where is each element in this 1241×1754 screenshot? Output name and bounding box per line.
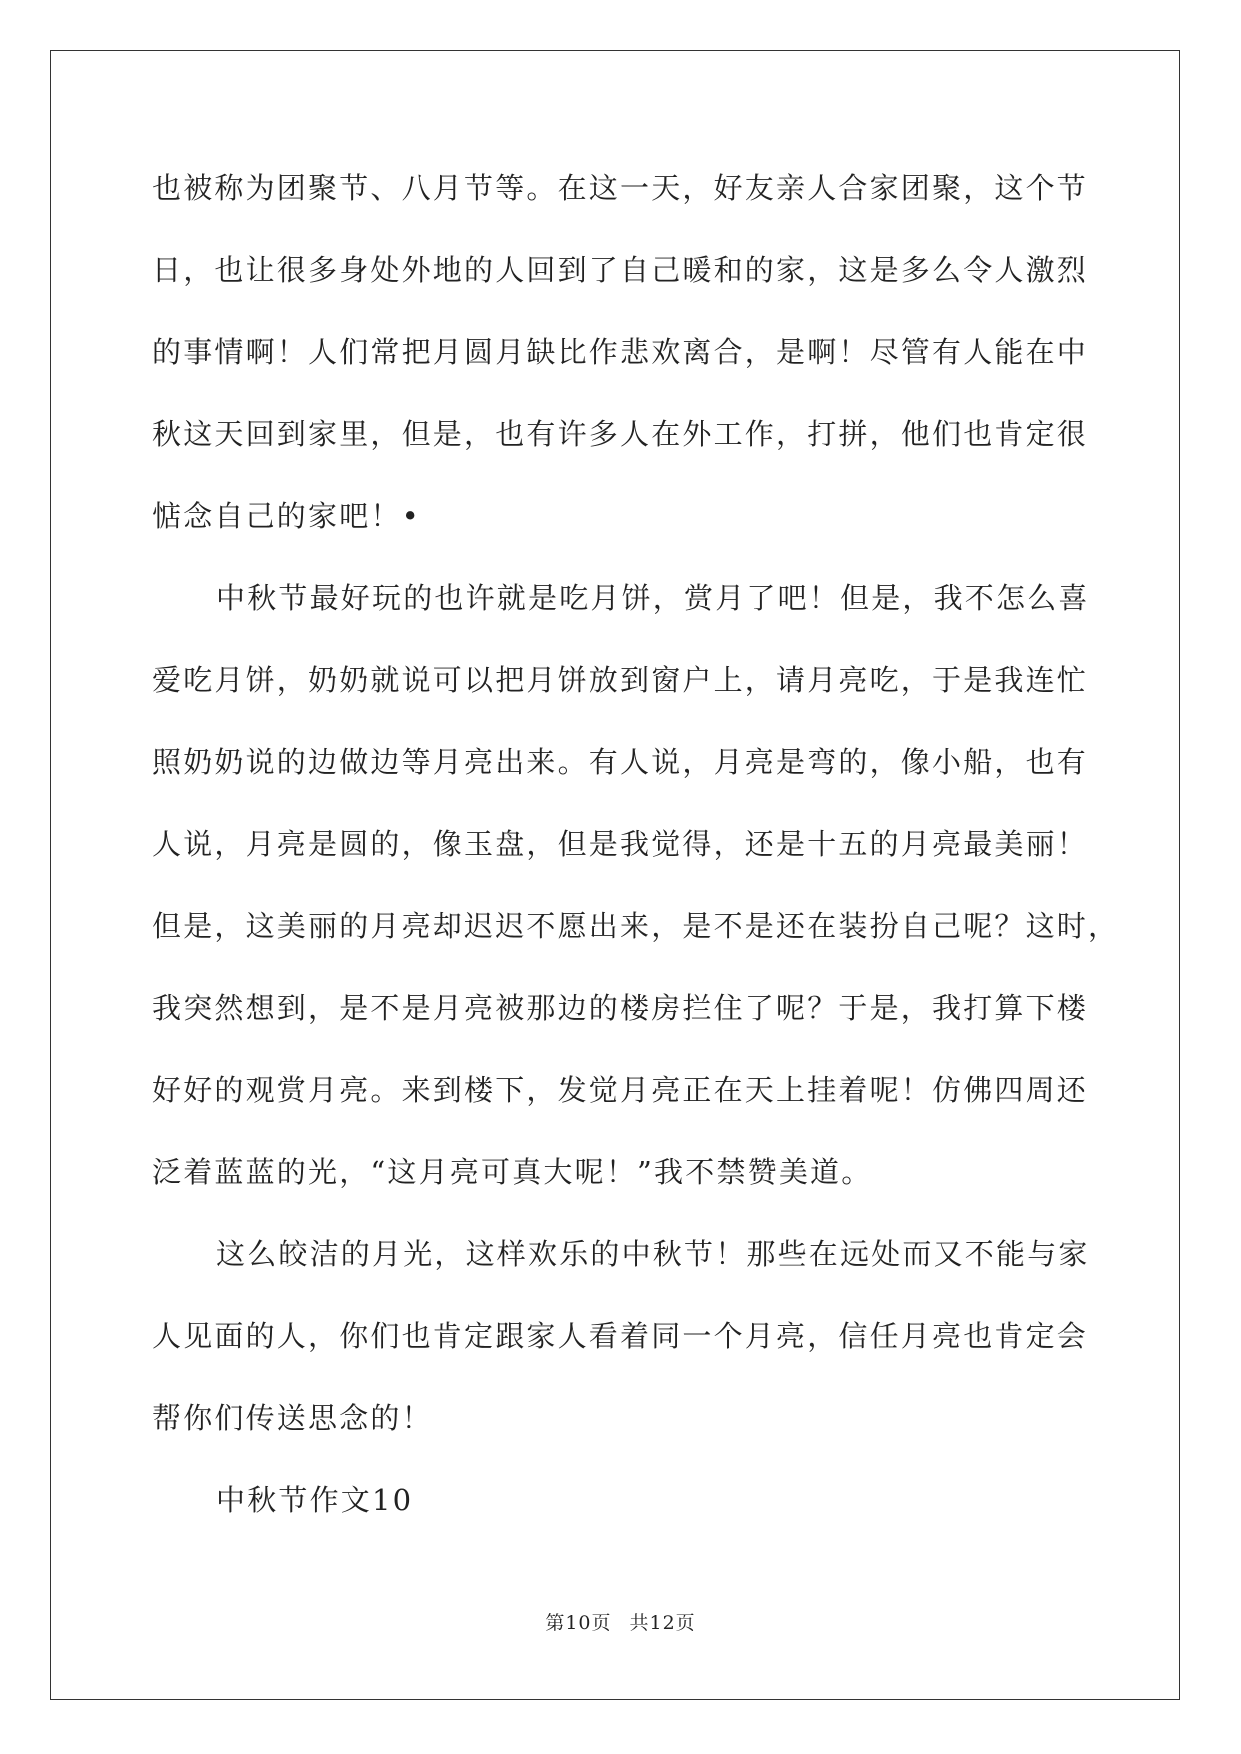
paragraph-line: 帮你们传送思念的！	[152, 1401, 433, 1435]
paragraph-line: 也被称为团聚节、八月节等。在这一天，好友亲人合家团聚，这个节	[152, 171, 1089, 205]
page-number-total: 共12页	[629, 1612, 696, 1634]
paragraph-line: 秋这天回到家里，但是，也有许多人在外工作，打拼，他们也肯定很	[152, 417, 1089, 451]
page-footer	[0, 1608, 1241, 1635]
paragraph-line: 中秋节最好玩的也许就是吃月饼，赏月了吧！但是，我不怎么喜	[216, 581, 1090, 615]
paragraph-line: 但是，这美丽的月亮却迟迟不愿出来，是不是还在装扮自己呢？这时，	[152, 909, 1120, 943]
paragraph-line: 爱吃月饼，奶奶就说可以把月饼放到窗户上，请月亮吃，于是我连忙	[152, 663, 1089, 697]
section-heading: 中秋节作文10	[216, 1483, 414, 1517]
paragraph-line: 好好的观赏月亮。来到楼下，发觉月亮正在天上挂着呢！仿佛四周还	[152, 1073, 1089, 1107]
paragraph-line: 人说，月亮是圆的，像玉盘，但是我觉得，还是十五的月亮最美丽！	[152, 827, 1089, 861]
paragraph-line: 我突然想到，是不是月亮被那边的楼房拦住了呢？于是，我打算下楼	[152, 991, 1089, 1025]
document-body	[152, 154, 1120, 1548]
paragraph-line: 日，也让很多身处外地的人回到了自己暖和的家，这是多么令人激烈	[152, 253, 1089, 287]
paragraph-line: 泛着蓝蓝的光，“这月亮可真大呢！”我不禁赞美道。	[152, 1155, 873, 1189]
paragraph-line: 的事情啊！人们常把月圆月缺比作悲欢离合，是啊！尽管有人能在中	[152, 335, 1089, 369]
paragraph-line: 人见面的人，你们也肯定跟家人看着同一个月亮，信任月亮也肯定会	[152, 1319, 1089, 1353]
paragraph-line: 照奶奶说的边做边等月亮出来。有人说，月亮是弯的，像小船，也有	[152, 745, 1089, 779]
paragraph-line: 惦念自己的家吧！•	[152, 499, 421, 533]
page-number-current: 第10页	[545, 1612, 612, 1634]
paragraph-line: 这么皎洁的月光，这样欢乐的中秋节！那些在远处而又不能与家	[216, 1237, 1090, 1271]
